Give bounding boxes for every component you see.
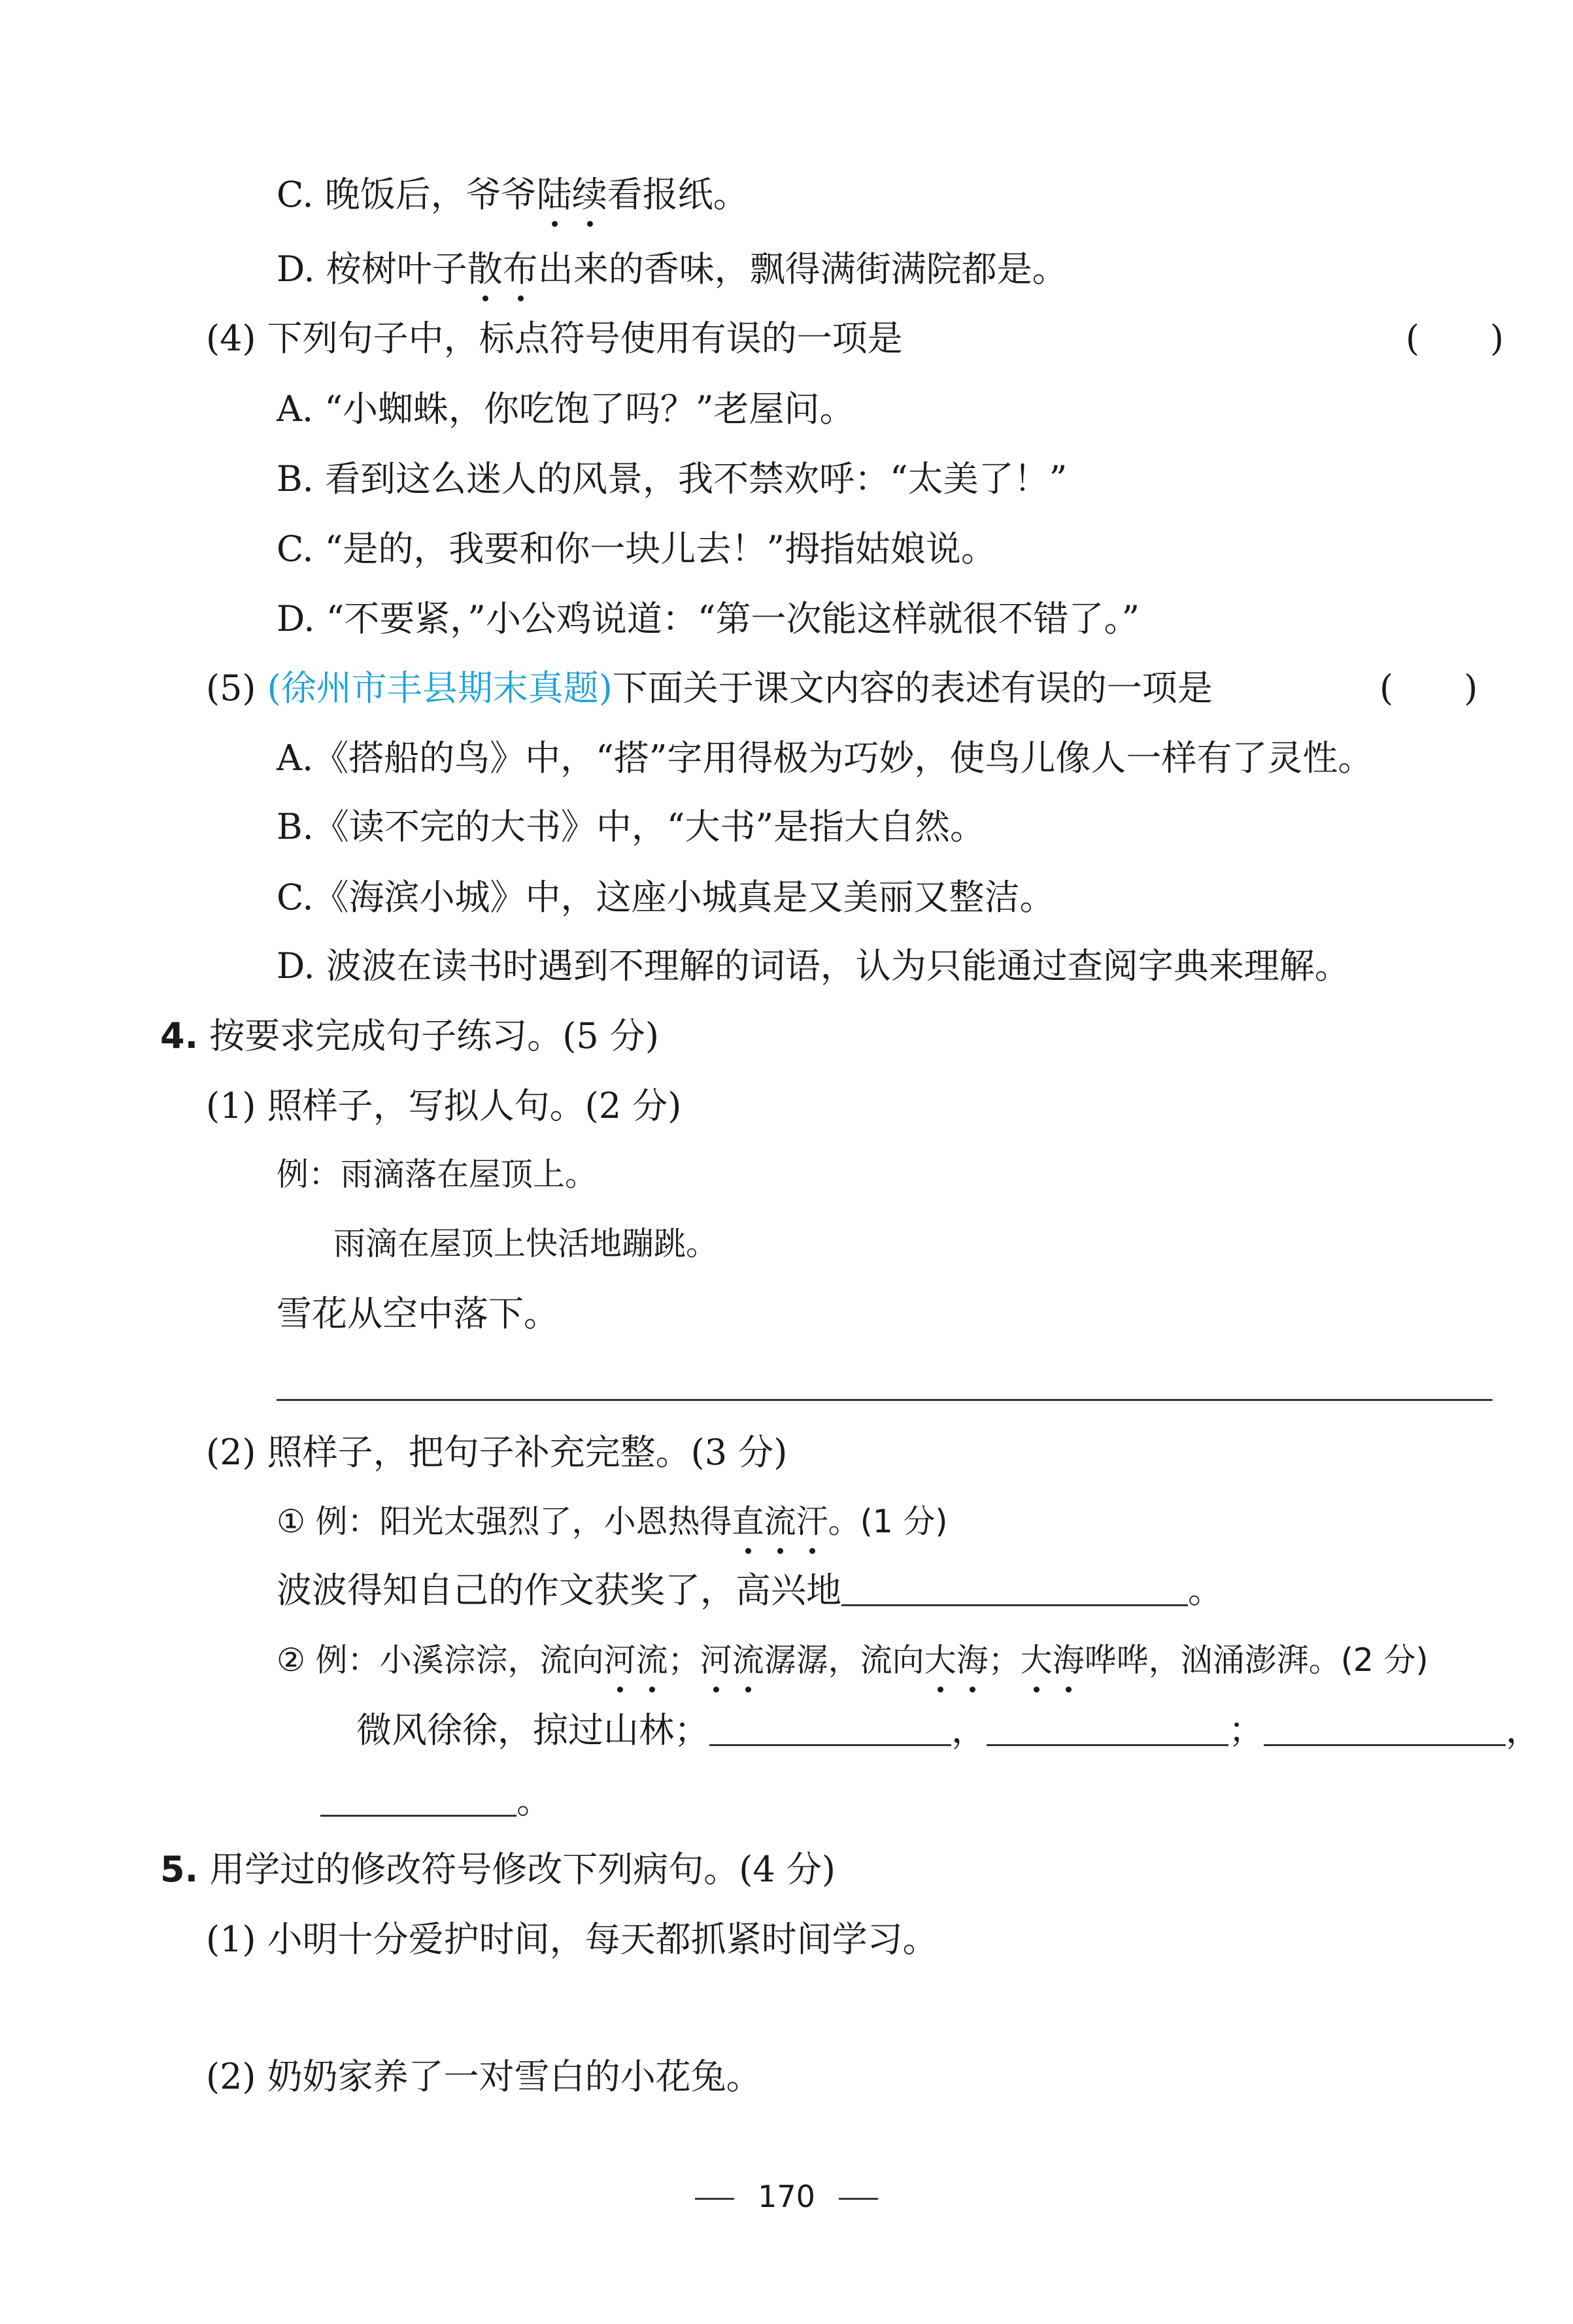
q4-sub2-stem: (2) 照样子，把句子补充完整。(3 分) [206, 1432, 788, 1473]
question-number: 5. [160, 1849, 199, 1890]
q3-sub5-option-d: D. 波波在读书时遇到不理解的词语，认为只能通过查阅字典来理解。 [277, 945, 1350, 986]
q3-sub5-option-c: C.《海滨小城》中，这座小城真是又美丽又整洁。 [277, 877, 1055, 918]
dotted-char: 流 [732, 1638, 764, 1683]
page-number: 170 [758, 2179, 815, 2214]
dotted-char: 大 [1021, 1638, 1053, 1683]
q4-sub2-example1: ① 例：阳光太强烈了，小恩热得直流汗。(1 分) [277, 1499, 948, 1545]
dotted-char: 河 [700, 1638, 732, 1683]
answer-blank[interactable] [1264, 1711, 1506, 1746]
question-number: 4. [160, 1015, 199, 1056]
footer-dash [839, 2198, 878, 2200]
q4-sub1-prompt: 雪花从空中落下。 [277, 1293, 559, 1334]
source-tag: (徐州市丰县期末真题) [267, 667, 613, 709]
dotted-char: 河 [604, 1638, 636, 1683]
q3-option-d: D. 桉树叶子散布出来的香味，飘得满街满院都是。 [277, 246, 1068, 292]
answer-line[interactable] [277, 1399, 1493, 1401]
q4-sub2-example2: ② 例：小溪淙淙，流向河流；河流潺潺，流向大海；大海哗哗，汹涌澎湃。(2 分) [277, 1638, 1429, 1683]
footer-dash [695, 2198, 734, 2200]
answer-paren[interactable]: ( ) [1406, 318, 1504, 359]
dotted-char: 布 [503, 246, 538, 292]
q4-sub1-example1: 例：雨滴落在屋顶上。 [277, 1156, 598, 1193]
q4-sub1-stem: (1) 照样子，写拟人句。(2 分) [206, 1085, 682, 1126]
dotted-char: 续 [572, 172, 607, 218]
dotted-char: 流 [636, 1638, 668, 1683]
dotted-char: 陆 [537, 172, 572, 218]
q3-sub4-option-d: D. “不要紧，”小公鸡说道：“第一次能这样就很不错了。” [277, 598, 1140, 639]
answer-blank[interactable] [709, 1711, 951, 1746]
q3-sub4-option-b: B. 看到这么迷人的风景，我不禁欢呼：“太美了！” [277, 458, 1068, 499]
dotted-char: 汗 [796, 1499, 828, 1545]
q4-sub2-prompt1: 波波得知自己的作文获奖了，高兴地 。 [277, 1570, 1223, 1611]
q3-sub4-option-a: A. “小蜘蛛，你吃饱了吗？”老屋问。 [277, 388, 855, 429]
q3-sub4-option-c: C. “是的，我要和你一块儿去！”拇指姑娘说。 [277, 528, 996, 569]
q3-sub4-stem: (4) 下列句子中，标点符号使用有误的一项是 [206, 318, 903, 359]
answer-blank[interactable] [841, 1572, 1188, 1606]
dotted-char: 大 [924, 1638, 956, 1683]
q5-sentence-1[interactable]: (1) 小明十分爱护时间，每天都抓紧时间学习。 [206, 1919, 938, 1960]
dotted-char: 直 [732, 1499, 764, 1545]
q3-sub5-option-a: A.《搭船的鸟》中，“搭”字用得极为巧妙，使鸟儿像人一样有了灵性。 [277, 737, 1374, 779]
dotted-char: 海 [956, 1638, 989, 1683]
q3-sub5-option-b: B.《读不完的大书》中，“大书”是指大自然。 [277, 806, 986, 847]
dotted-char: 海 [1053, 1638, 1085, 1683]
q3-sub5-stem: (5) (徐州市丰县期末真题)下面关于课文内容的表述有误的一项是 [206, 667, 1213, 709]
page-footer [0, 2177, 1573, 2216]
q4-sub2-prompt2-cont: 。 [320, 1778, 552, 1824]
q4-title: 4. 按要求完成句子练习。(5 分) [160, 1015, 659, 1056]
q3-option-c: C. 晚饭后，爷爷陆续看报纸。 [277, 172, 749, 218]
q4-sub2-prompt2: 微风徐徐，掠过山林； ， ； ， [356, 1709, 1541, 1751]
q5-title: 5. 用学过的修改符号修改下列病句。(4 分) [160, 1849, 836, 1890]
q5-sentence-2[interactable]: (2) 奶奶家养了一对雪白的小花兔。 [206, 2056, 762, 2097]
q4-sub1-example2: 雨滴在屋顶上快活地蹦跳。 [333, 1225, 719, 1262]
answer-paren[interactable]: ( ) [1379, 667, 1478, 709]
answer-blank[interactable] [987, 1711, 1228, 1746]
dotted-char: 流 [764, 1499, 796, 1545]
answer-blank[interactable] [320, 1782, 516, 1817]
dotted-char: 散 [467, 246, 503, 292]
